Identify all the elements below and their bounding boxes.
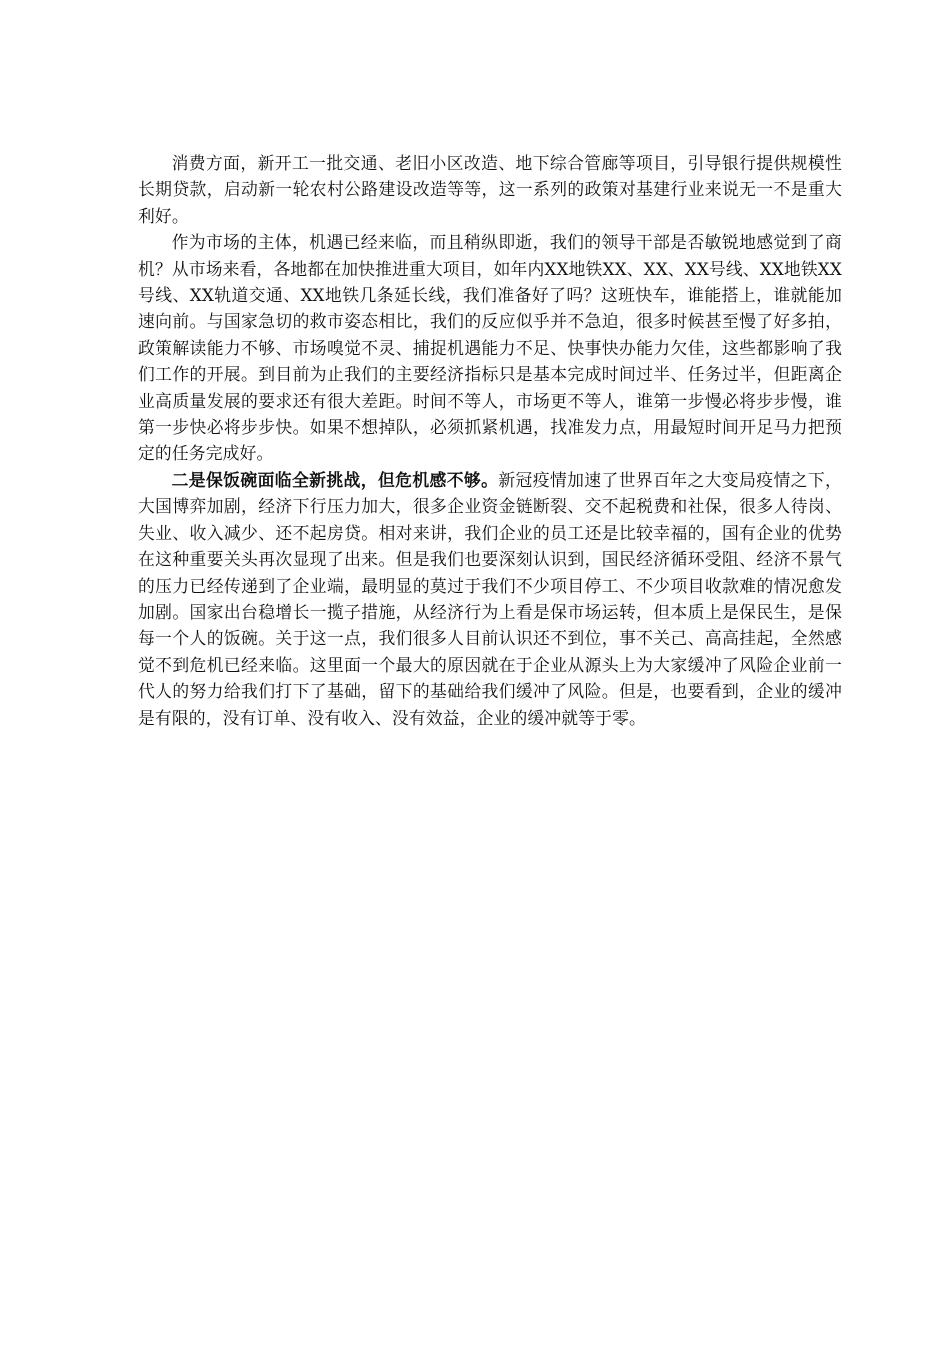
paragraph-market-opportunity [138,229,842,467]
paragraph-text: 新冠疫情加速了世界百年之大变局疫情之下，大国博弈加剧，经济下行压力加大，很多企业资金链断裂、交不起税费和社保，很多人待岗、失业、收入减少、还不起房贷。相对来讲，我们企业的员工还是比较幸福的，国有企业的优势在这种重要关头再次显现了出来。但是我们也要深刻认识到，国民经济循环受阻、经济不景气的压力已经传递到了企业端，最明显的莫过于我们不少项目停工、不少项目收款难的情况愈发加剧。国家出台稳增长一揽子措施，从经济行为上看是保市场运转，但本质上是保民生，是保每一个人的饭碗。关于这一点，我们很多人目前认识还不到位，事不关己、高高挂起，全然感觉不到危机已经来临。这里面一个最大的原因就在于企业从源头上为大家缓冲了风险企业前一代人的努力给我们打下了基础，留下的基础给我们缓冲了风险。但是，也要看到，企业的缓冲是有限的，没有订单、没有收入、没有效益，企业的缓冲就等于零。 [138,469,842,728]
paragraph-job-security [138,467,842,731]
paragraph-text: 作为市场的主体，机遇已经来临，而且稍纵即逝，我们的领导干部是否敏锐地感觉到了商机？从市场来看，各地都在加快推进重大项目，如年内XX地铁XX、XX、XX号线、XX地铁XX号线、XX轨道交通、XX地铁几条延长线，我们准备好了吗？这班快车，谁能搭上，谁就能加速向前。与国家急切的救市姿态相比，我们的反应似乎并不急迫，很多时候甚至慢了好多拍，政策解读能力不够、市场嗅觉不灵、捕捉机遇能力不足、快事快办能力欠佳，这些都影响了我们工作的开展。到目前为止我们的主要经济指标只是基本完成时间过半、任务过半，但距离企业高质量发展的要求还有很大差距。时间不等人，市场更不等人，谁第一步慢必将步步慢，谁第一步快必将步步快。如果不想掉队，必须抓紧机遇，找准发力点，用最短时间开足马力把预定的任务完成好。 [138,232,842,464]
paragraph-text: 消费方面，新开工一批交通、老旧小区改造、地下综合管廊等项目，引导银行提供规模性长期贷款，启动新一轮农村公路建设改造等等，这一系列的政策对基建行业来说无一不是重大利好。 [138,153,842,226]
paragraph-consumption [138,150,842,229]
document-body [138,150,842,731]
paragraph-heading-bold: 二是保饭碗面临全新挑战，但危机感不够。 [171,469,499,490]
